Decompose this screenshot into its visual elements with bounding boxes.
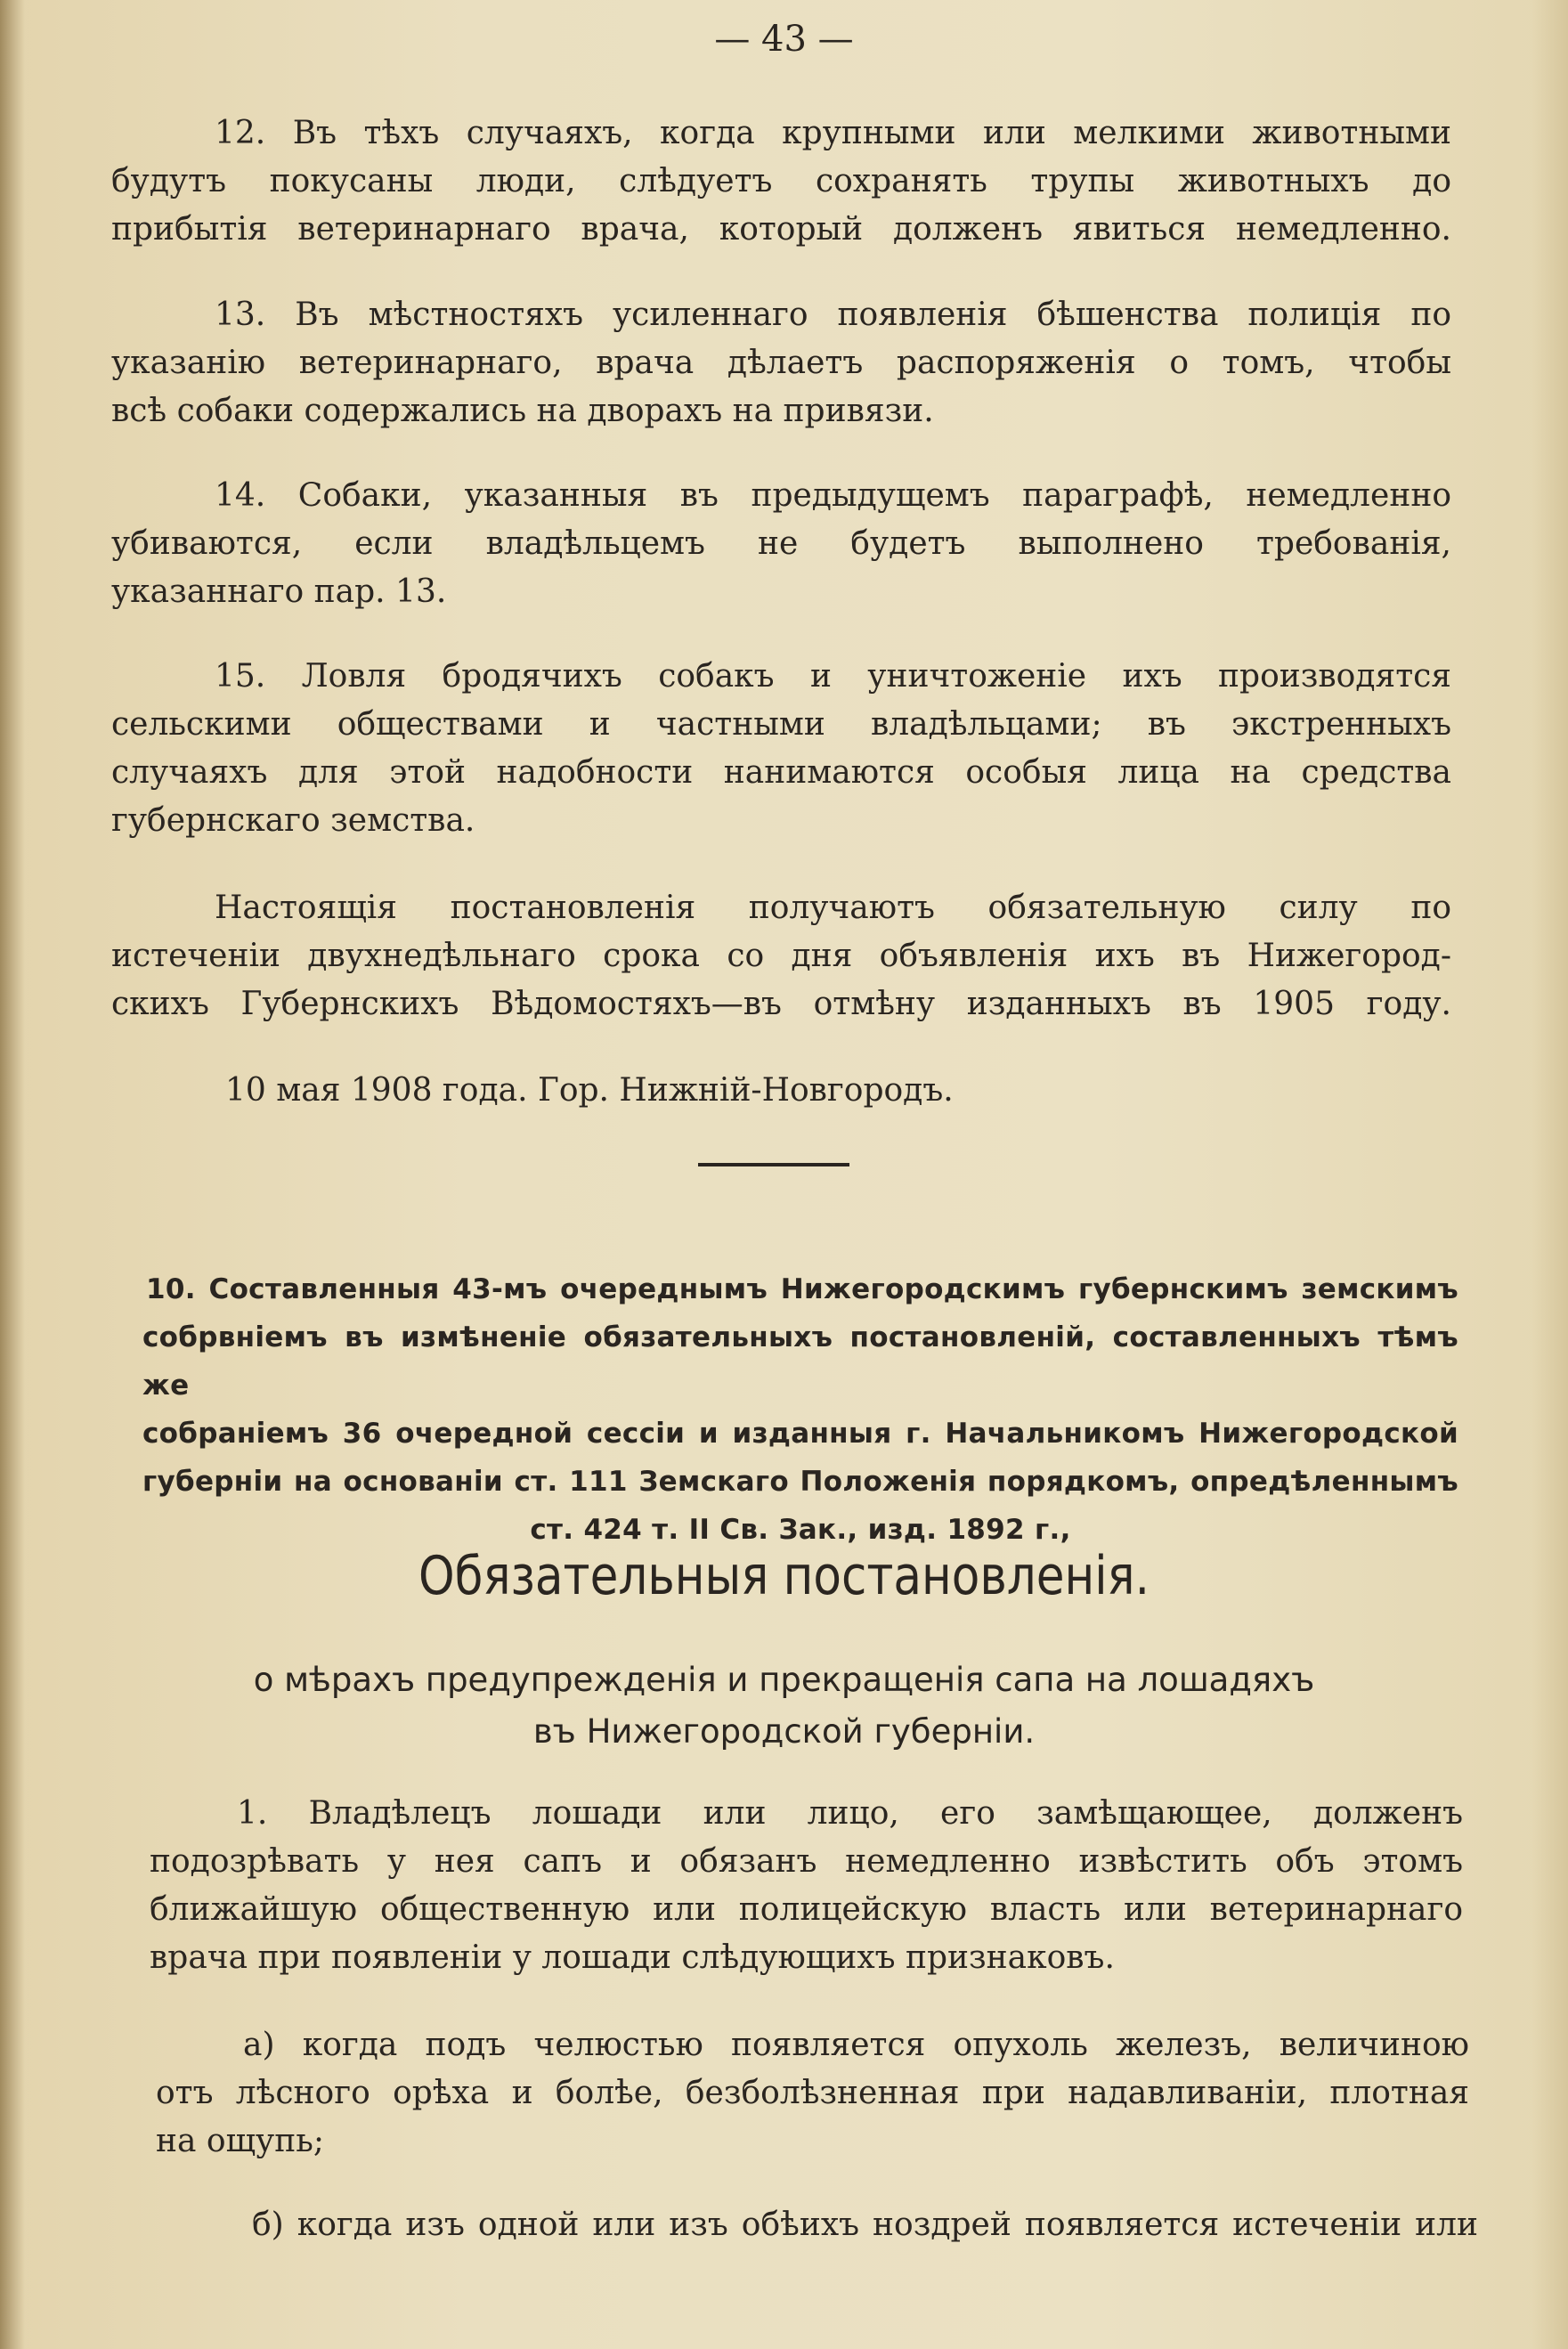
text-line: 12. Въ тѣхъ случаяхъ, когда крупными или мелкими животными (215, 115, 1451, 151)
text-line: 10 мая 1908 года. Гор. Нижній-Новгородъ. (225, 1072, 954, 1109)
text-line: указаннаго пар. 13. (111, 573, 447, 610)
text-line: на ощупь; (156, 2123, 324, 2159)
text-line: случаяхъ для этой надобности нанимаются особыя лица на средства (111, 754, 1451, 791)
text-line: скихъ Губернскихъ Вѣдомостяхъ—въ отмѣну изданныхъ въ 1905 году. (111, 986, 1451, 1022)
text-line: отъ лѣсного орѣха и болѣе, безболѣзненная при надавливаніи, плотная (156, 2075, 1469, 2111)
text-line: б) когда изъ одной или изъ обѣихъ ноздрей появляется истеченіи или (252, 2207, 1478, 2243)
text-line: 13. Въ мѣстностяхъ усиленнаго появленія бѣшенства полиція по (215, 297, 1451, 333)
text-line: собраніемъ 36 очередной сессіи и изданныя г. Начальникомъ Нижегородской (142, 1418, 1458, 1450)
text-line: всѣ собаки содержались на дворахъ на привязи. (111, 393, 934, 429)
date-line (111, 1067, 1451, 1115)
rule-a (156, 2021, 1469, 2166)
text-line: ближайшую общественную или полицейскую власть или ветеринарнаго (150, 1891, 1463, 1928)
text-line: врача при появленіи у лошади слѣдующихъ признаковъ. (150, 1939, 1115, 1976)
subtitle-line: въ Нижегородской губерніи. (532, 1712, 1036, 1751)
text-line: губернскаго земства. (111, 802, 475, 839)
text-line: губерніи на основаніи ст. 111 Земскаго Положенія порядкомъ, опредѣленнымъ (142, 1466, 1458, 1498)
text-line: подозрѣвать у нея сапъ и обязанъ немедленно извѣстить объ этомъ (150, 1843, 1463, 1880)
text-line: указанію ветеринарнаго, врача дѣлаетъ распоряженія о томъ, чтобы (111, 345, 1451, 381)
text-line: сельскими обществами и частными владѣльцами; въ экстренныхъ (111, 706, 1451, 743)
text-line: убиваются, если владѣльцемъ не будетъ выполнено требованія, (111, 525, 1451, 562)
subtitle-line: о мѣрахъ предупрежденія и прекращенія сапа на лошадяхъ (253, 1661, 1315, 1699)
page-edge-shadow (1532, 0, 1568, 2349)
text-line: будутъ покусаны люди, слѣдуетъ сохранять трупы животныхъ до (111, 163, 1451, 199)
text-line: Настоящія постановленія получаютъ обязательную силу по (215, 890, 1451, 926)
rule-1 (150, 1790, 1463, 1982)
rule-b (156, 2201, 1478, 2249)
document-subtitle (0, 1654, 1568, 1758)
paragraph-15 (111, 653, 1451, 845)
text-line: а) когда подъ челюстью появляется опухоль железъ, величиною (243, 2027, 1469, 2063)
paragraph-effective (111, 884, 1451, 1028)
text-line: 15. Ловля бродячихъ собакъ и уничтоженіе ихъ производятся (215, 658, 1451, 695)
text-line: ст. 424 т. II Св. Зак., изд. 1892 г., (530, 1514, 1071, 1546)
text-line: собрвніемъ въ измѣненіе обязательныхъ постановленій, составленныхъ тѣмъ же (142, 1321, 1458, 1402)
text-line: 10. Составленныя 43-мъ очереднымъ Нижегородскимъ губернскимъ земскимъ (146, 1273, 1458, 1305)
section-divider (698, 1163, 849, 1166)
paragraph-12 (111, 110, 1451, 254)
section-10-heading (142, 1265, 1458, 1554)
text-line: прибытія ветеринарнаго врача, который долженъ явиться немедленно. (111, 211, 1451, 248)
book-spine-shadow (0, 0, 25, 2349)
text-line: 1. Владѣлецъ лошади или лицо, его замѣщающее, долженъ (237, 1795, 1463, 1832)
paragraph-14 (111, 472, 1451, 616)
text-line: 14. Собаки, указанныя въ предыдущемъ параграфѣ, немедленно (215, 477, 1451, 514)
page-number: — 43 — (714, 19, 854, 60)
document-title: Обязательныя постановленія. (418, 1545, 1150, 1607)
text-line: истеченіи двухнедѣльнаго срока со дня объявленія ихъ въ Нижегород- (111, 938, 1451, 974)
paragraph-13 (111, 291, 1451, 435)
